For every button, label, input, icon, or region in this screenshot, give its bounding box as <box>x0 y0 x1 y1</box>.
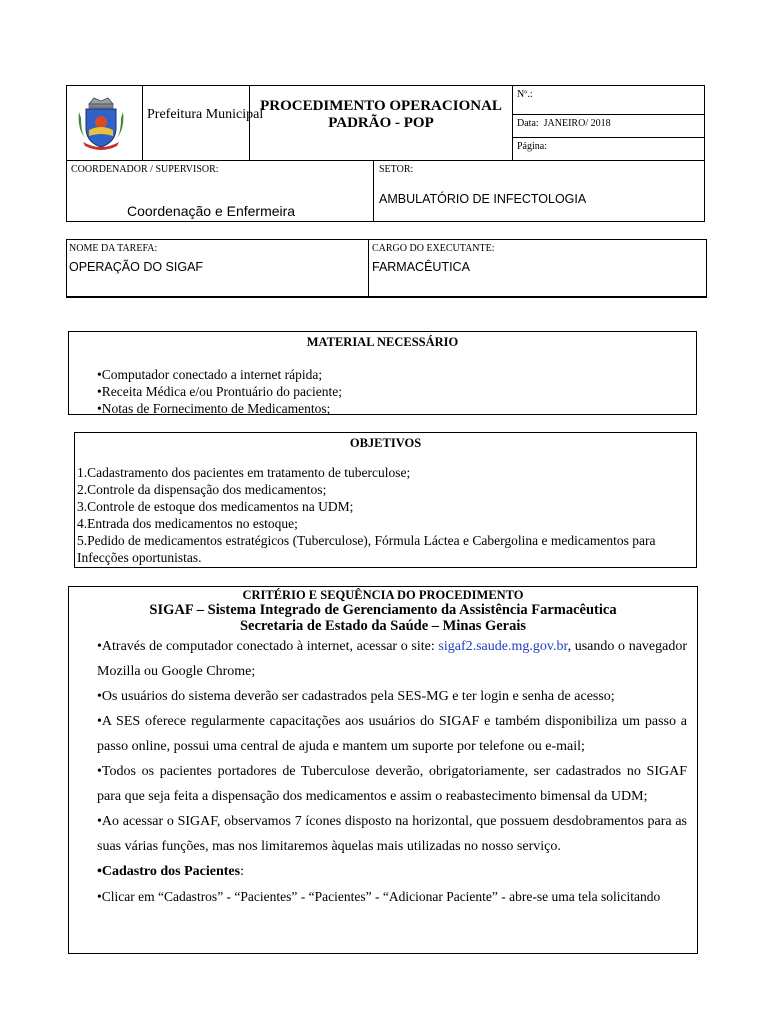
title-line-1: PROCEDIMENTO OPERACIONAL <box>260 98 502 114</box>
municipality-name: Prefeitura Municipal <box>147 107 264 122</box>
patient-registration-heading: •Cadastro dos Pacientes <box>97 864 241 879</box>
material-title: MATERIAL NECESSÁRIO <box>306 335 459 349</box>
coordinator-value: Coordenação e Enfermeira <box>127 203 296 219</box>
material-list <box>97 366 342 417</box>
objective-item: 2.Controle da dispensação dos medicamentos; <box>77 482 327 497</box>
role-label: CARGO DO EXECUTANTE: <box>372 243 495 254</box>
paragraph-text: , usando o navegador Mozilla ou Google Chrome; <box>97 639 687 679</box>
objective-item: 1.Cadastramento dos pacientes em tratamento de tuberculose; <box>77 465 411 480</box>
coordinator-sector-table <box>66 160 705 222</box>
header-table <box>66 85 705 161</box>
sector-value: AMBULATÓRIO DE INFECTOLOGIA <box>379 192 587 206</box>
document-title <box>250 98 512 132</box>
date-field <box>517 118 611 129</box>
coordinator-label: COORDENADOR / SUPERVISOR: <box>71 164 219 175</box>
criteria-title: CRITÉRIO E SEQUÊNCIA DO PROCEDIMENTO <box>242 588 524 602</box>
objective-item: 4.Entrada dos medicamentos no estoque; <box>77 516 298 531</box>
objective-item: 5.Pedido de medicamentos estratégicos (Tuberculose), Fórmula Láctea e Cabergolina e medicamentos para Infecções oportunistas. <box>77 533 656 565</box>
number-label: Nº.: <box>517 89 533 100</box>
material-item: •Notas de Fornecimento de Medicamentos; <box>97 401 331 416</box>
material-item: •Computador conectado a internet rápida; <box>97 367 323 382</box>
criteria-paragraph: •Clicar em “Cadastros” - “Pacientes” - “Pacientes” - “Adicionar Paciente” - abre-se uma tela solicitando <box>97 889 661 904</box>
date-value: JANEIRO/ 2018 <box>543 118 611 129</box>
role-value: FARMACÊUTICA <box>372 260 470 274</box>
criteria-paragraph: •Os usuários do sistema deverão ser cadastrados pela SES-MG e ter login e senha de acesso; <box>97 689 615 704</box>
task-value: OPERAÇÃO DO SIGAF <box>69 260 204 274</box>
date-label: Data: <box>517 118 539 129</box>
sector-label: SETOR: <box>379 164 414 175</box>
sigaf-link[interactable]: sigaf2.saude.mg.gov.br <box>438 639 568 654</box>
objectives-section <box>74 432 697 568</box>
criteria-subtitle-2: Secretaria de Estado da Saúde – Minas Gerais <box>239 618 527 634</box>
criteria-subtitle-1: SIGAF – Sistema Integrado de Gerenciamento da Assistência Farmacêutica <box>149 602 617 618</box>
page-label: Página: <box>517 141 547 152</box>
criteria-paragraph <box>69 634 697 684</box>
paragraph-text: : <box>240 864 244 879</box>
title-line-2: PADRÃO - POP <box>328 115 434 131</box>
coat-of-arms-logo <box>75 96 127 152</box>
criteria-paragraph: •Ao acessar o SIGAF, observamos 7 ícones disposto na horizontal, que possuem desdobramentos para as suas várias funções, mas nos limitaremos àquelas mais utilizadas no nosso serviço. <box>97 814 687 854</box>
criteria-paragraph <box>69 859 697 884</box>
criteria-paragraph: •Todos os pacientes portadores de Tuberculose deverão, obrigatoriamente, ser cadastrados no SIGAF para que seja feita a dispensação dos medicamentos e assim o reabastecimento bimensal da UDM; <box>97 764 687 804</box>
material-item: •Receita Médica e/ou Prontuário do paciente; <box>97 384 343 399</box>
task-label: NOME DA TAREFA: <box>69 243 158 254</box>
objectives-title: OBJETIVOS <box>349 436 422 450</box>
criteria-section <box>68 586 698 954</box>
criteria-paragraph: •A SES oferece regularmente capacitações aos usuários do SIGAF e também disponibiliza um passo a passo online, possui uma central de ajuda e mantem um suporte por telefone ou e-mail; <box>97 714 687 754</box>
objectives-list <box>77 464 677 566</box>
task-role-table <box>66 239 707 298</box>
paragraph-text: •Através de computador conectado à internet, acessar o site: <box>97 639 439 654</box>
objective-item: 3.Controle de estoque dos medicamentos na UDM; <box>77 499 354 514</box>
material-section <box>68 331 697 415</box>
